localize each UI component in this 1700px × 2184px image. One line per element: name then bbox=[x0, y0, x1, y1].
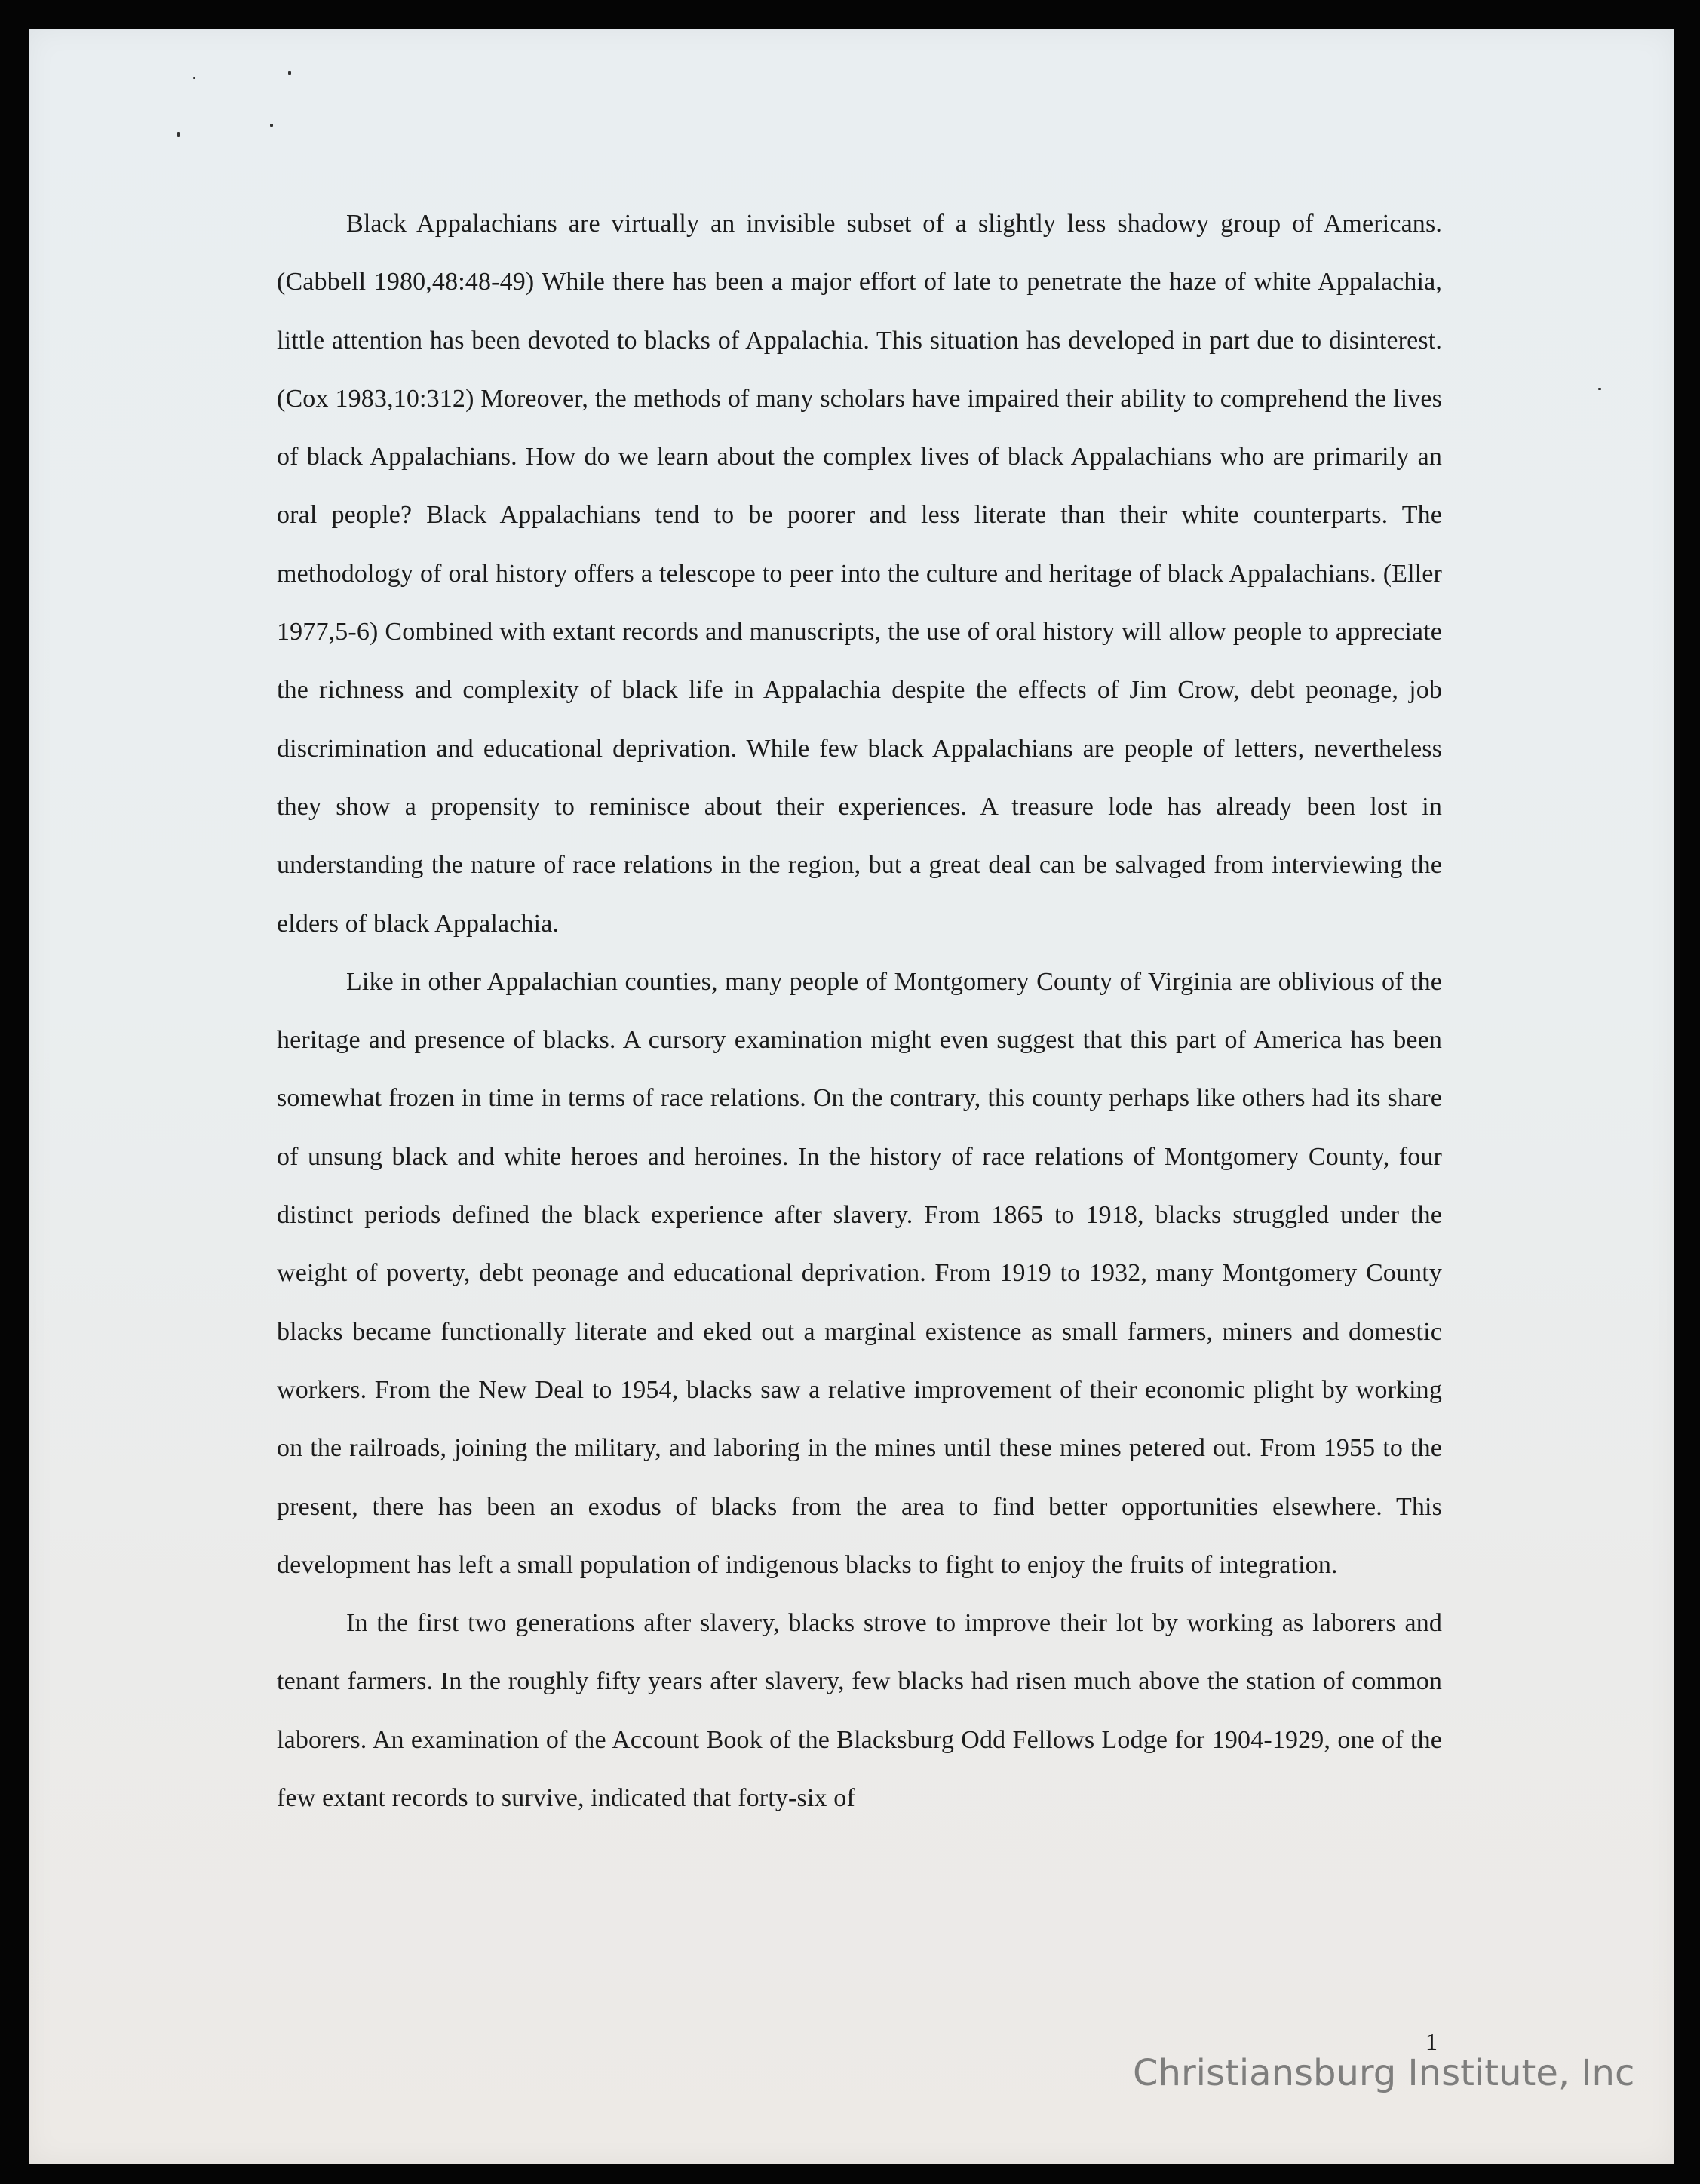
dust-speck bbox=[288, 71, 291, 75]
paragraph: Black Appalachians are virtually an invisible subset of a slightly less shadowy group of Americans. (Cabbell 1980,48:48-49) While there has been a major effort of late to penetrate the haze of white Appalachia, little attention has been devoted to blacks of Appalachia. This situation has developed in part due to disinterest. (Cox 1983,10:312) Moreover, the methods of many scholars have impaired their ability to comprehend the lives of black Appalachians. How do we learn about the complex lives of black Appalachians who are primarily an oral people? Black Appalachians tend to be poorer and less literate than their white counterparts. The methodology of oral history offers a telescope to peer into the culture and heritage of black Appalachians. (Eller 1977,5-6) Combined with extant records and manuscripts, the use of oral history will allow people to appreciate the richness and complexity of black life in Appalachia despite the effects of Jim Crow, debt peonage, job discrimination and educational deprivation. While few black Appalachians are people of letters, nevertheless they show a propensity to reminisce about their experiences. A treasure lode has already been lost in understanding the nature of race relations in the region, but a great deal can be salvaged from interviewing the elders of black Appalachia. bbox=[277, 210, 1442, 938]
dust-speck bbox=[177, 132, 180, 137]
document-body bbox=[277, 195, 1442, 1827]
page-number: 1 bbox=[1425, 2028, 1438, 2055]
dust-speck bbox=[1598, 388, 1601, 390]
dust-speck bbox=[270, 124, 273, 127]
dust-speck bbox=[193, 77, 195, 79]
paragraph: In the first two generations after slavery, blacks strove to improve their lot by working as laborers and tenant farmers. In the roughly fifty years after slavery, few blacks had risen much above the station of common laborers. An examination of the Account Book of the Blacksburg Odd Fellows Lodge for 1904-1929, one of the few extant records to survive, indicated that forty-six of bbox=[277, 1609, 1442, 1813]
paragraph: Like in other Appalachian counties, many people of Montgomery County of Virginia are oblivious of the heritage and presence of blacks. A cursory examination might even suggest that this part of America has been somewhat frozen in time in terms of race relations. On the contrary, this county perhaps like others had its share of unsung black and white heroes and heroines. In the history of race relations of Montgomery County, four distinct periods defined the black experience after slavery. From 1865 to 1918, blacks struggled under the weight of poverty, debt peonage and educational deprivation. From 1919 to 1932, many Montgomery County blacks became functionally literate and eked out a marginal existence as small farmers, miners and domestic workers. From the New Deal to 1954, blacks saw a relative improvement of their economic plight by working on the railroads, joining the military, and laboring in the mines until these mines petered out. From 1955 to the present, there has been an exodus of blacks from the area to find better opportunities elsewhere. This development has left a small population of indigenous blacks to fight to enjoy the fruits of integration. bbox=[277, 967, 1442, 1579]
watermark: Christiansburg Institute, Inc bbox=[1133, 2052, 1635, 2094]
